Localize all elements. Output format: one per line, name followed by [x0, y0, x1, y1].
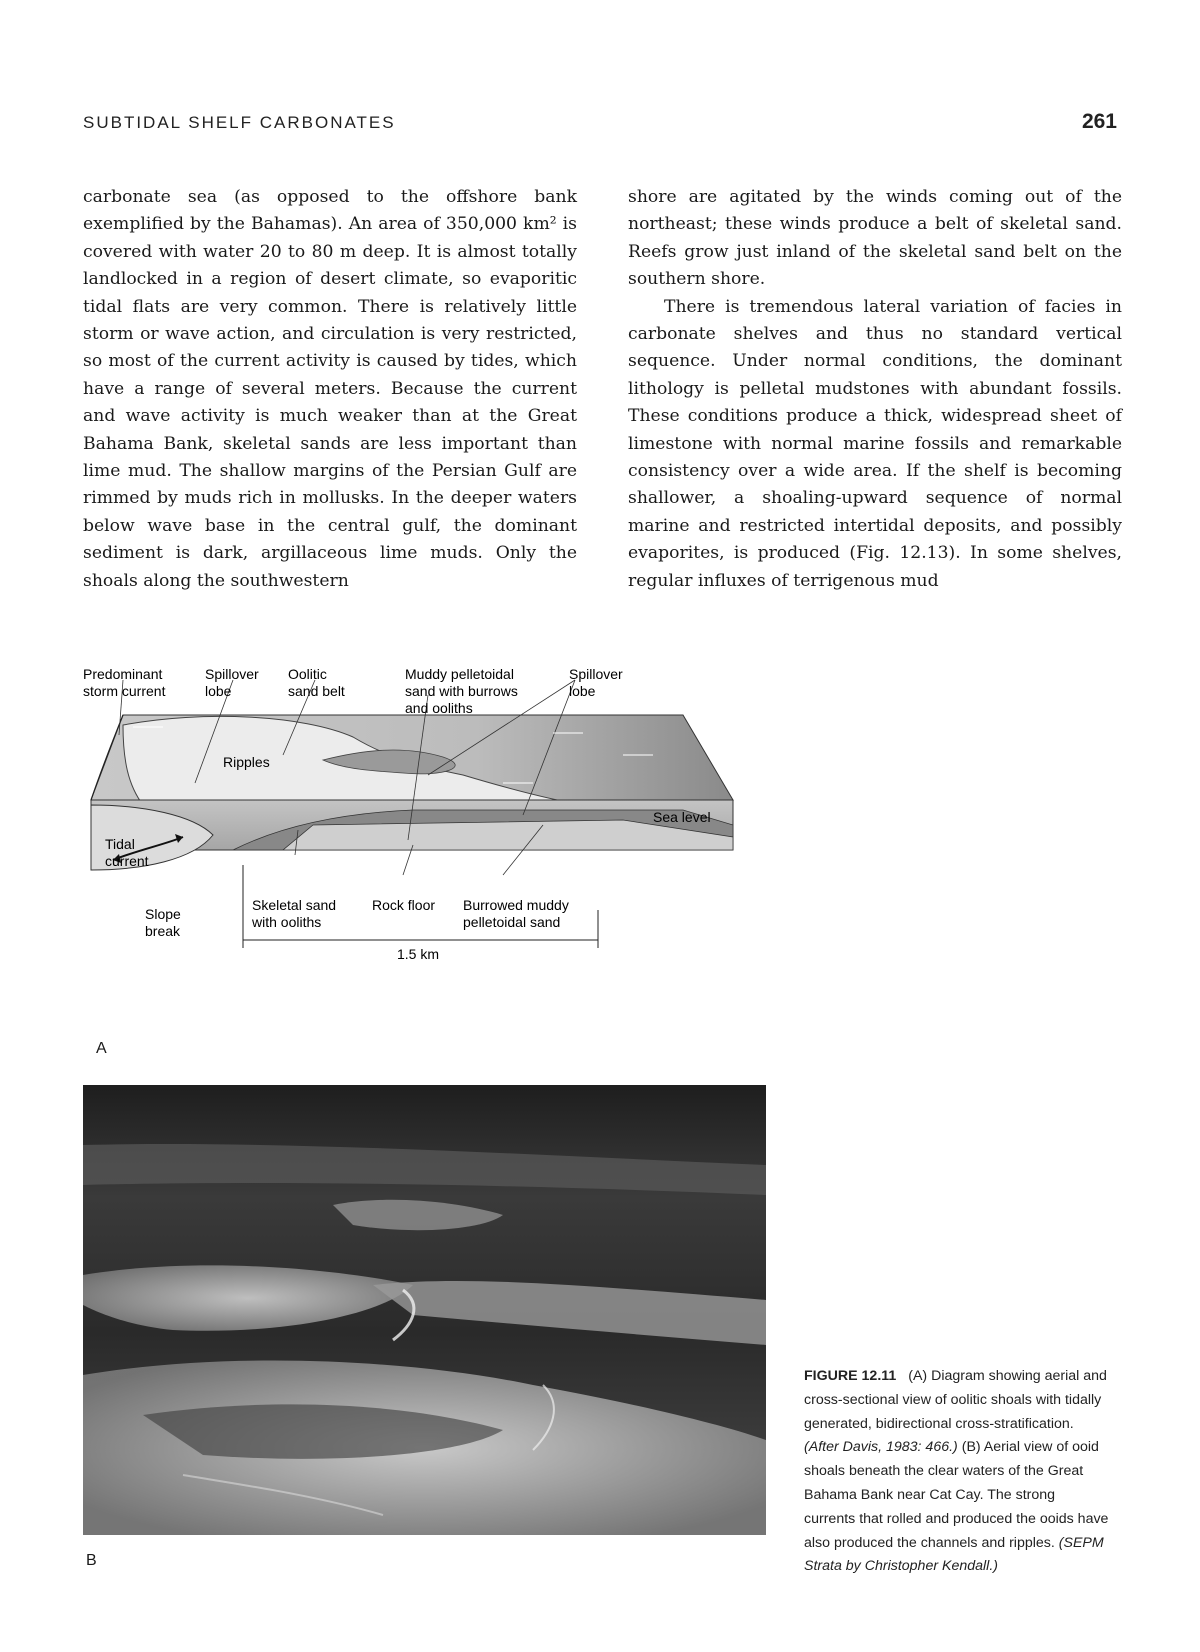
paragraph: shore are agitated by the winds coming out of the northeast; these winds produce a belt of skeletal sand. Reefs grow just inland of the skeletal sand belt on the southern shore.: [628, 187, 1122, 290]
label-slope-break: Slope break: [145, 906, 181, 939]
block-diagram-svg: [83, 665, 783, 1040]
figure-caption: [804, 1365, 1109, 1579]
aerial-photo-svg: [83, 1085, 766, 1535]
caption-text: (A) Diagram showing aerial and cross-sectional view of oolitic shoals with tidally generated, bidirectional cross-stratification.: [804, 1368, 1107, 1432]
paragraph: There is tremendous lateral variation of facies in carbonate shelves and thus no standard vertical sequence. Under normal conditions, the dominant lithology is pelletal mudstones with abundant fossils. These conditions produce a thick, widespread sheet of limestone with normal marine fossils and remarkable consistency over a wide area. If the shelf is becoming shallower, a shoaling-upward sequence of normal marine and restricted intertidal deposits, and possibly evaporites, is produced (Fig. 12.13). In some shelves, regular influxes of terrigenous mud: [628, 296, 1122, 591]
right-column: [628, 184, 1122, 595]
label-spillover-lobe-right: Spillover lobe: [569, 666, 623, 699]
label-muddy-pelletoidal: Muddy pelletoidal sand with burrows and ooliths: [405, 666, 518, 716]
label-spillover-lobe-left: Spillover lobe: [205, 666, 259, 699]
panel-b-label: B: [86, 1552, 97, 1569]
left-column: [83, 184, 577, 595]
caption-citation: (SEPM Strata by Christopher Kendall.): [804, 1534, 1104, 1575]
label-ripples: Ripples: [223, 754, 270, 770]
paragraph: carbonate sea (as opposed to the offshore bank exemplified by the Bahamas). An area of 350,000 km² is covered with water 20 to 80 m deep. It is almost totally landlocked in a region of desert climate, so evaporitic tidal flats are very common. There is relatively little storm or wave action, and circulation is very restricted, so most of the current activity is caused by tides, which have a range of several meters. Because the current and wave activity is much weaker than at the Great Bahama Bank, skeletal sands are less important than lime mud. The shallow margins of the Persian Gulf are rimmed by muds rich in mollusks. In the deeper waters below wave base in the central gulf, the dominant sediment is dark, argillaceous lime muds. Only the shoals along the southwestern: [83, 187, 577, 591]
label-predominant-storm-current: Predominant storm current: [83, 666, 166, 699]
label-scale: 1.5 km: [397, 946, 440, 962]
label-sea-level: Sea level: [653, 809, 711, 825]
figure-a-diagram: [83, 665, 783, 1040]
page-number: 261: [1081, 110, 1117, 133]
label-skeletal-sand: Skeletal sand with ooliths: [252, 897, 337, 930]
label-tidal-current: Tidal current: [105, 836, 149, 869]
figure-b-photo: [83, 1085, 766, 1535]
caption-text: (B) Aerial view of ooid shoals beneath the clear waters of the Great Bahama Bank near Cat Cay. The strong currents that rolled and produced the ooids have also produced the channels and ripples.: [804, 1439, 1109, 1551]
label-rock-floor: Rock floor: [372, 897, 436, 913]
caption-citation: (After Davis, 1983: 466.): [804, 1439, 958, 1456]
label-oolitic-sand-belt: Oolitic sand belt: [288, 666, 345, 699]
label-burrowed-muddy: Burrowed muddy pelletoidal sand: [463, 897, 569, 930]
panel-a-label: A: [96, 1040, 107, 1057]
running-head: SUBTIDAL SHELF CARBONATES: [83, 113, 396, 132]
figure-number: FIGURE 12.11: [804, 1368, 897, 1384]
